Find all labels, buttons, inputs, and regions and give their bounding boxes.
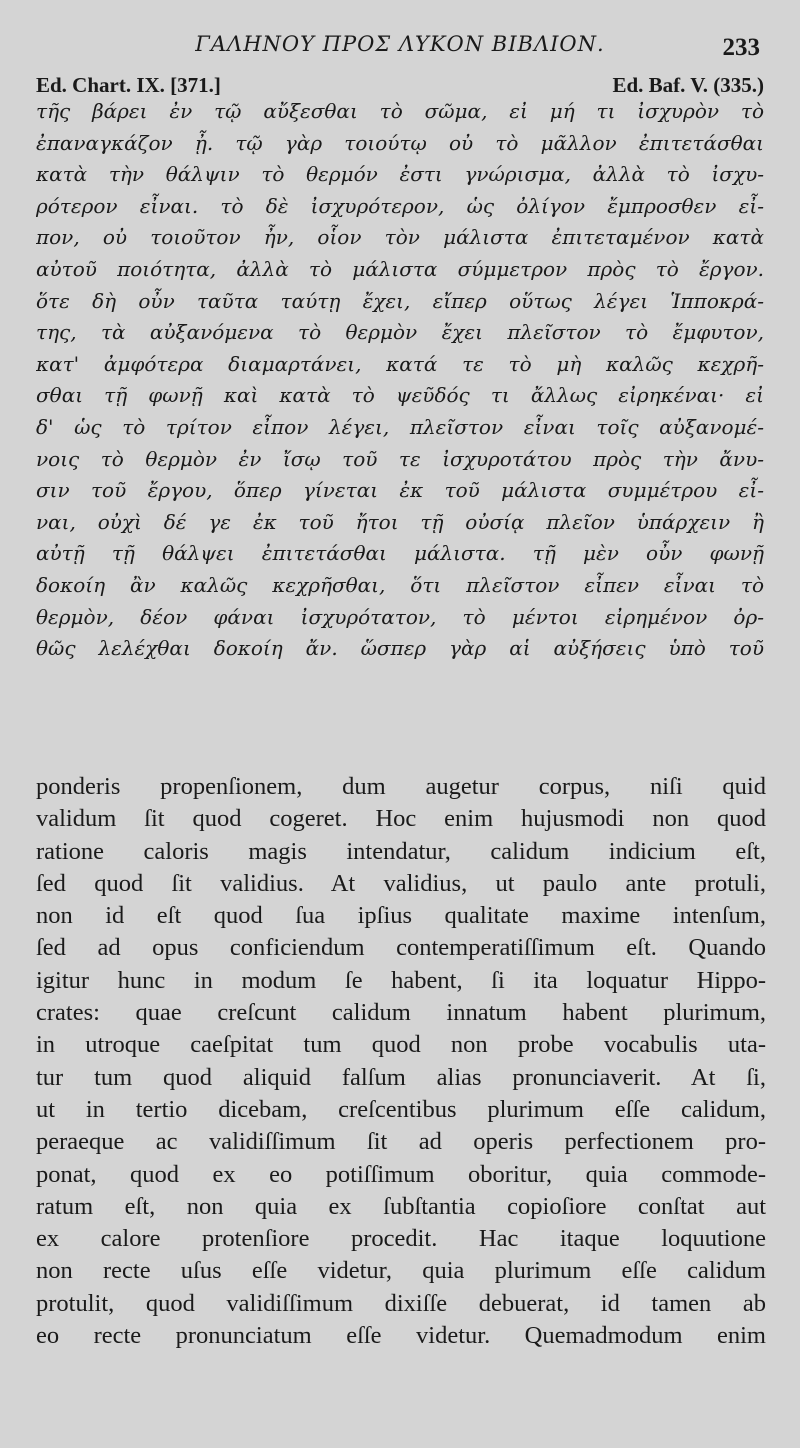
greek-text-line: πον, οὐ τοιοῦτον ἦν, οἷον τὸν μάλιστα ἐπιτεταμένον κατὰ bbox=[36, 225, 764, 250]
edition-ref-chartier: Ed. Chart. IX. [371.] bbox=[36, 73, 221, 97]
greek-text-line: νοις τὸ θερμὸν ἐν ἴσῳ τοῦ τε ἰσχυροτάτου πρὸς τὴν ἄνυ- bbox=[36, 446, 764, 471]
greek-text-line: ναι, οὐχὶ δέ γε ἐκ τοῦ ἤτοι τῇ οὐσίᾳ πλεῖον ὑπάρχειν ἢ bbox=[36, 509, 764, 534]
greek-text-line: αὐτῇ τῇ θάλψει ἐπιτετάσθαι μάλιστα. τῇ μὲν οὖν φωνῇ bbox=[36, 541, 764, 566]
greek-text-line: δοκοίη ἂν καλῶς κεχρῆσθαι, ὅτι πλεῖστον εἶπεν εἶναι τὸ bbox=[36, 572, 764, 597]
latin-text-line: non id eſt quod ſua ipſius qualitate maxime intenſum, bbox=[36, 902, 766, 930]
latin-text-line: ex calore protenſiore procedit. Hac itaque loquutione bbox=[36, 1225, 766, 1253]
greek-text-line: σιν τοῦ ἔργου, ὅπερ γίνεται ἐκ τοῦ μάλιστα συμμέτρου εἶ- bbox=[36, 478, 764, 503]
latin-text-line: igitur hunc in modum ſe habent, ſi ita loquatur Hippo- bbox=[36, 966, 766, 994]
edition-ref-basel: Ed. Baf. V. (335.) bbox=[612, 73, 764, 97]
latin-text-line: non recte uſus eſſe videtur, quia plurimum eſſe calidum bbox=[36, 1257, 766, 1285]
latin-text-line: ſed quod ſit validius. At validius, ut paulo ante protuli, bbox=[36, 869, 766, 897]
greek-text-line: κατὰ τὴν θάλψιν τὸ θερμόν ἐστι γνώρισμα, ἀλλὰ τὸ ἰσχυ- bbox=[36, 162, 764, 187]
greek-text-line: αὐτοῦ ποιότητα, ἀλλὰ τὸ μάλιστα σύμμετρον πρὸς τὸ ἔργον. bbox=[36, 256, 764, 281]
greek-text-line: δ' ὡς τὸ τρίτον εἶπον λέγει, πλεῖστον εἶναι τοῖς αὐξανομέ- bbox=[36, 414, 764, 439]
greek-text-block bbox=[36, 96, 764, 665]
latin-text-line: ratum eſt, non quia ex ſubſtantia copioſiore conſtat aut bbox=[36, 1192, 766, 1220]
latin-text-line: validum ſit quod cogeret. Hoc enim hujusmodi non quod bbox=[36, 805, 766, 833]
greek-text-line: σθαι τῇ φωνῇ καὶ κατὰ τὸ ψεῦδός τι ἄλλως εἰρηκέναι· εἰ bbox=[36, 383, 764, 408]
latin-text-line: in utroque caeſpitat tum quod non probe vocabulis uta- bbox=[36, 1031, 766, 1059]
greek-text-line: ἐπαναγκάζον ᾖ. τῷ γὰρ τοιούτῳ οὐ τὸ μᾶλλον ἐπιτετάσθαι bbox=[36, 130, 764, 155]
latin-text-line: ſed ad opus conficiendum contemperatiſſimum eſt. Quando bbox=[36, 934, 766, 962]
greek-text-line: ρότερον εἶναι. τὸ δὲ ἰσχυρότερον, ὡς ὀλίγον ἔμπροσθεν εἶ- bbox=[36, 193, 764, 218]
latin-text-line: ponderis propenſionem, dum augetur corpus, niſi quid bbox=[36, 773, 766, 800]
latin-text-line: crates: quae creſcunt calidum innatum habent plurimum, bbox=[36, 999, 766, 1027]
latin-text-line: ratione caloris magis intendatur, calidum indicium eſt, bbox=[36, 837, 766, 865]
running-title: ΓΑΛΗΝΟΥ ΠΡΟΣ ΛΥΚΟΝ ΒΙΒΛΙΟΝ. bbox=[195, 32, 605, 56]
latin-text-line: eo recte pronunciatum eſſe videtur. Quemadmodum enim bbox=[36, 1322, 766, 1350]
greek-text-line: τῆς βάρει ἐν τῷ αὔξεσθαι τὸ σῶμα, εἰ μή τι ἰσχυρὸν τὸ bbox=[36, 99, 764, 123]
greek-text-line: ὅτε δὴ οὖν ταῦτα ταύτῃ ἔχει, εἴπερ οὕτως λέγει Ἱπποκρά- bbox=[36, 288, 764, 313]
latin-text-line: peraeque ac validiſſimum ſit ad operis perfectionem pro- bbox=[36, 1128, 766, 1156]
latin-text-block bbox=[36, 771, 766, 1352]
latin-text-line: ponat, quod ex eo potiſſimum oboritur, quia commode- bbox=[36, 1160, 766, 1188]
latin-text-line: protulit, quod validiſſimum dixiſſe debuerat, id tamen ab bbox=[36, 1289, 766, 1317]
greek-text-line: θῶς λελέχθαι δοκοίη ἄν. ὥσπερ γὰρ αἱ αὐξήσεις ὑπὸ τοῦ bbox=[36, 636, 764, 661]
page-number: 233 bbox=[722, 34, 760, 61]
greek-text-line: της, τὰ αὐξανόμενα τὸ θερμὸν ἔχει πλεῖστον τὸ ἔμφυτον, bbox=[36, 320, 764, 345]
latin-text-line: tur tum quod aliquid falſum alias pronunciaverit. At ſi, bbox=[36, 1063, 766, 1091]
greek-text-line: κατ' ἀμφότερα διαμαρτάνει, κατά τε τὸ μὴ καλῶς κεχρῆ- bbox=[36, 351, 764, 376]
greek-text-line: θερμὸν, δέον φάναι ἰσχυρότατον, τὸ μέντοι εἰρημένον ὀρ- bbox=[36, 604, 764, 629]
latin-text-line: ut in tertio dicebam, creſcentibus plurimum eſſe calidum, bbox=[36, 1095, 766, 1123]
